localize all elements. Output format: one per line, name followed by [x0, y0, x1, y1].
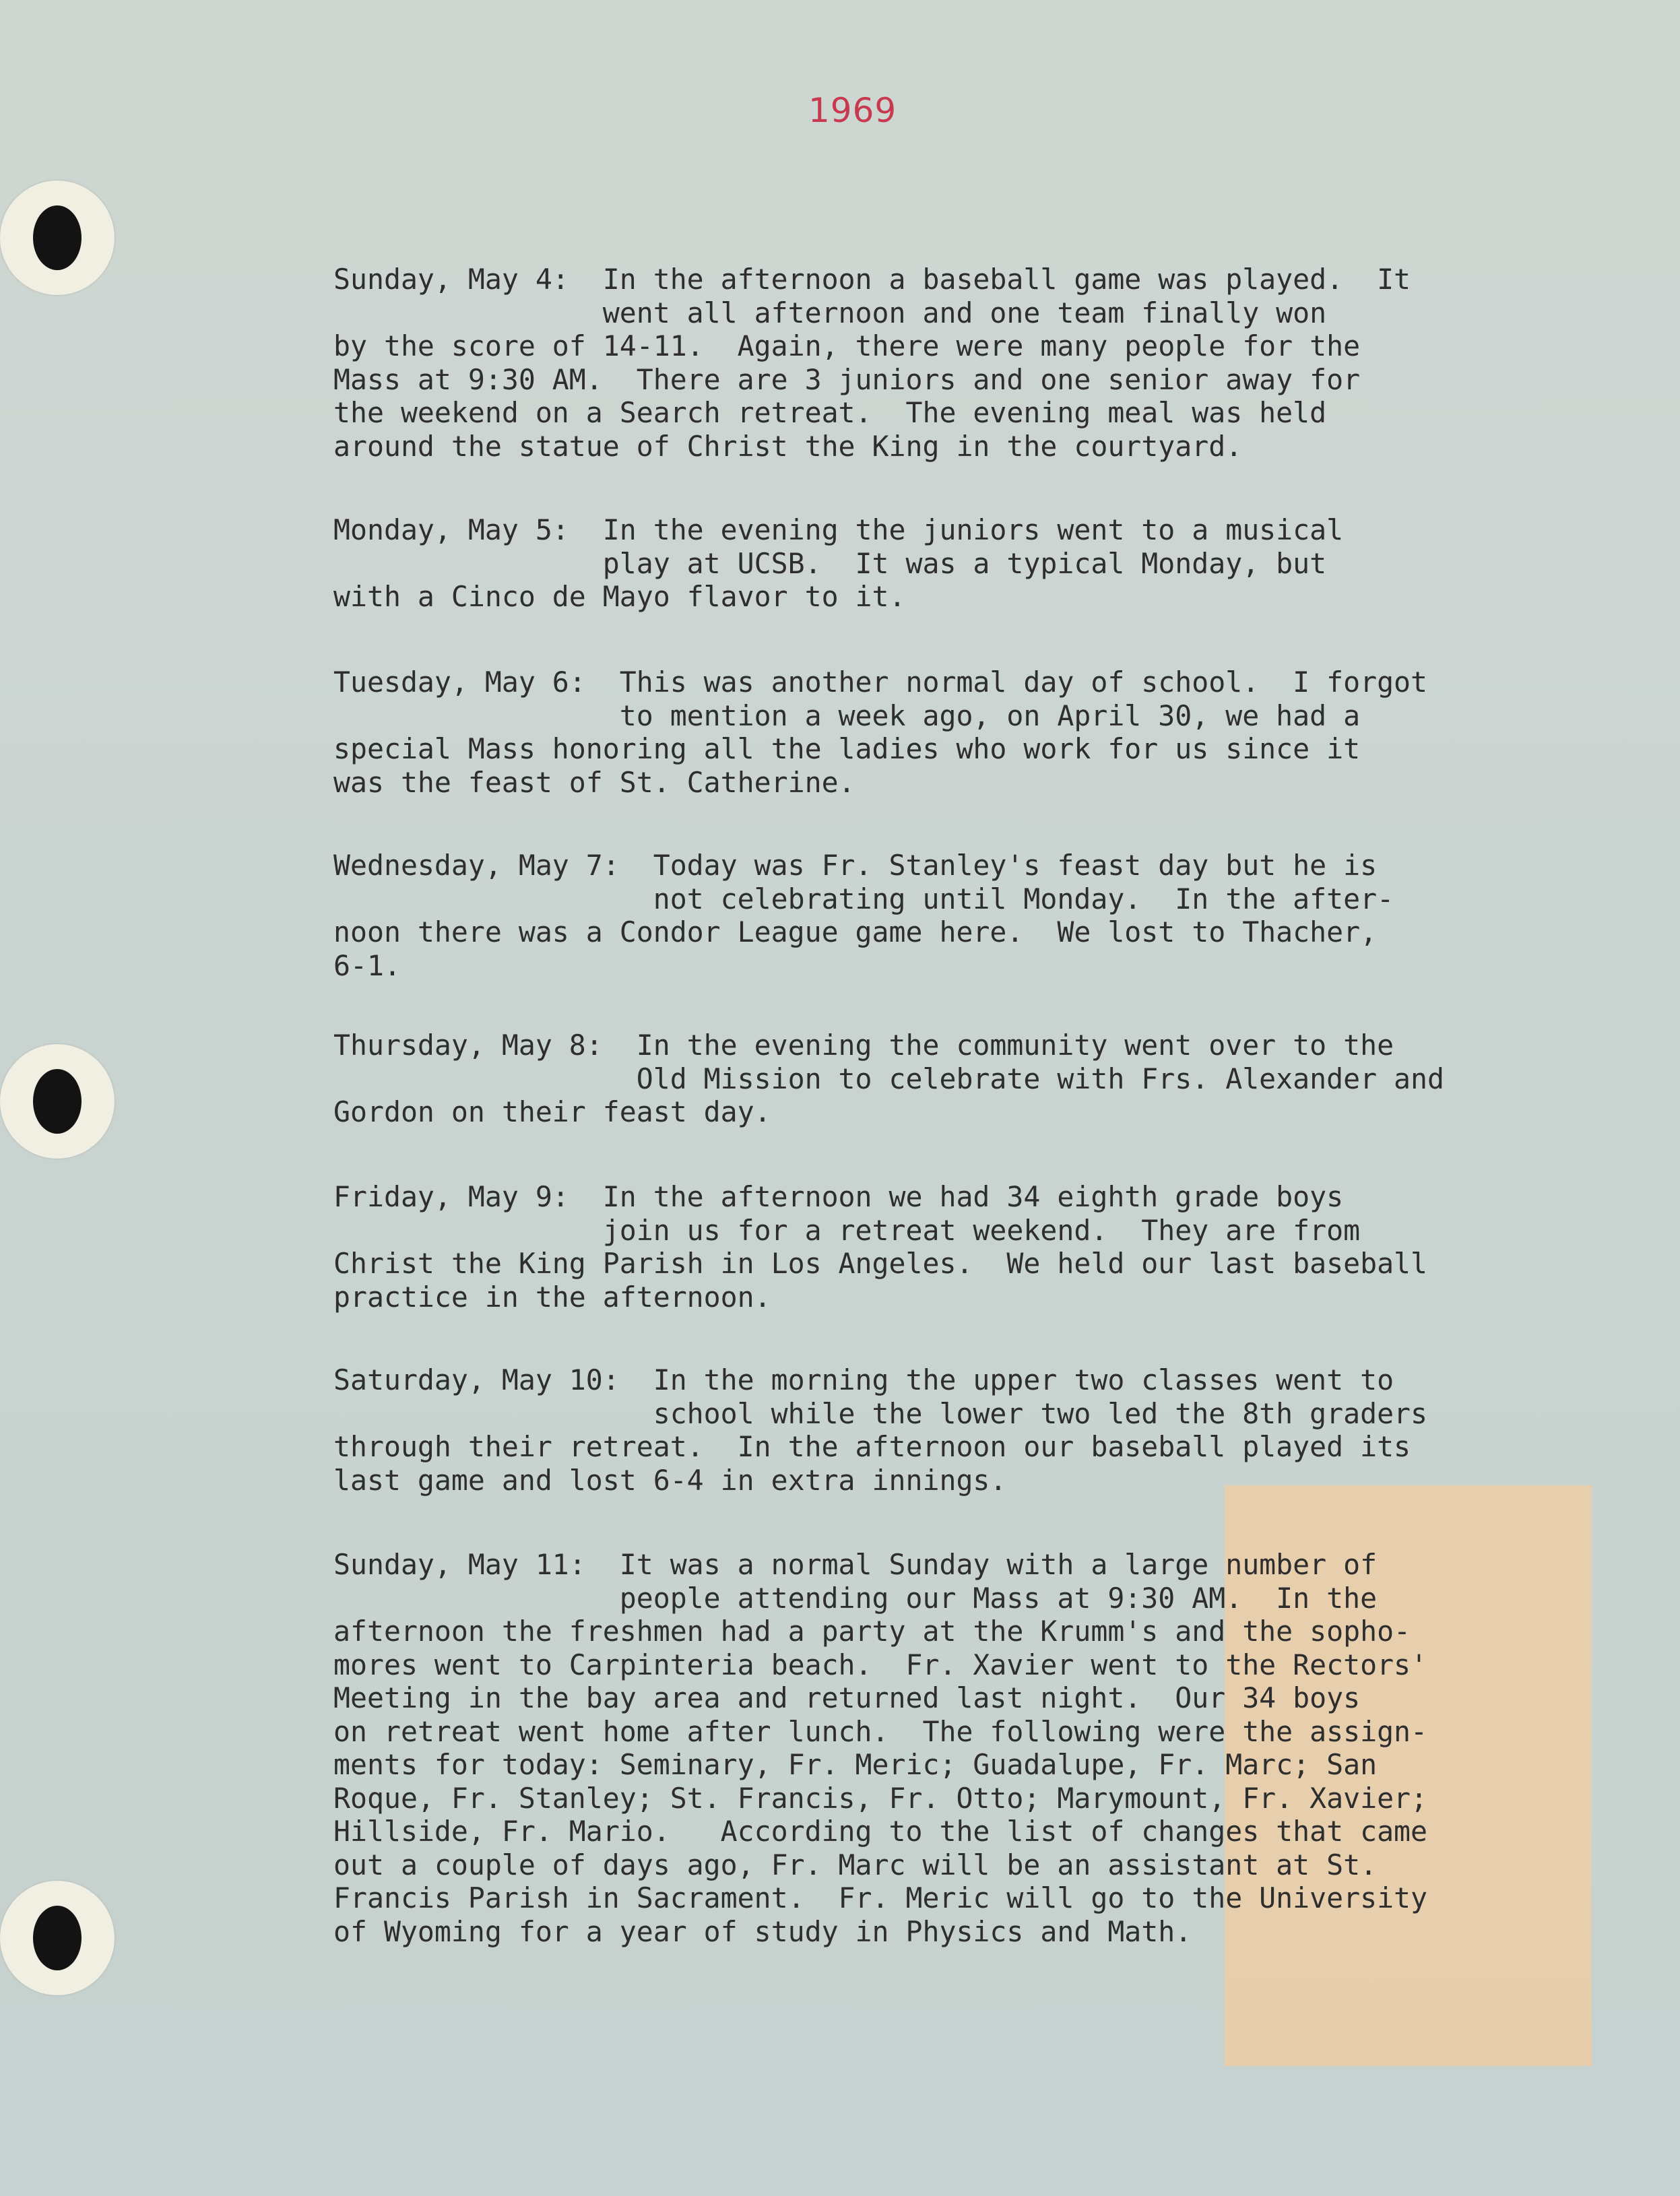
entry-monday-may-5: Monday, May 5: In the evening the juniors went to a musical play at UCSB. It was a typical Monday, but with a Cinco de Mayo flavor to it.	[333, 513, 1344, 613]
hole-punch-icon	[33, 1069, 82, 1134]
entry-thursday-may-8: Thursday, May 8: In the evening the community went over to the Old Mission to celebrate with Frs. Alexander and Gordon on their feast day.	[333, 1029, 1445, 1128]
hole-punch-icon	[33, 205, 82, 270]
entry-tuesday-may-6: Tuesday, May 6: This was another normal day of school. I forgot to mention a week ago, on April 30, we had a special Mass honoring all the ladies who work for us since it was the feast of St. Catherine.	[333, 666, 1428, 799]
entry-sunday-may-4: Sunday, May 4: In the afternoon a baseball game was played. It went all afternoon and one team finally won by the score of 14-11. Again, there were many people for the Mass at 9:30 AM. There are 3 juniors and one senior away for the weekend on a Search retreat. The evening meal was held around the statue of Christ the King in the courtyard.	[333, 263, 1411, 463]
entry-sunday-may-11: Sunday, May 11: It was a normal Sunday with a large number of people attending our Mass at 9:30 AM. In the afternoon the freshmen had a party at the Krumm's and the sopho- mores went to Carpinteria beach. Fr. Xavier went to the Rectors' Meeting in the bay area and returned last night. Our 34 boys on retreat went home after lunch. The following were the assign- ments for today: Seminary, Fr. Meric; Guadalupe, Fr. Marc; San Roque, Fr. Stanley; St. Francis, Fr. Otto; Marymount, Fr. Xavier; Hillside, Fr. Mario. According to the list of changes that came out a couple of days ago, Fr. Marc will be an assistant at St. Francis Parish in Sacrament. Fr. Meric will go to the University of Wyoming for a year of study in Physics and Math.	[333, 1548, 1428, 1948]
entry-saturday-may-10: Saturday, May 10: In the morning the upper two classes went to school while the lower two led the 8th graders through their retreat. In the afternoon our baseball played its last game and lost 6-4 in extra innings.	[333, 1363, 1428, 1497]
page-year: 1969	[808, 91, 897, 130]
hole-punch-icon	[33, 1906, 82, 1970]
entry-wednesday-may-7: Wednesday, May 7: Today was Fr. Stanley's feast day but he is not celebrating until Monday. In the after- noon there was a Condor League game here. We lost to Thacher, 6-1.	[333, 849, 1394, 982]
binder-hole-bottom	[0, 1881, 115, 1995]
binder-hole-middle	[0, 1044, 115, 1159]
binder-hole-top	[0, 181, 115, 295]
entry-friday-may-9: Friday, May 9: In the afternoon we had 34 eighth grade boys join us for a retreat weekend. They are from Christ the King Parish in Los Angeles. We held our last baseball practice in the afternoon.	[333, 1180, 1428, 1314]
